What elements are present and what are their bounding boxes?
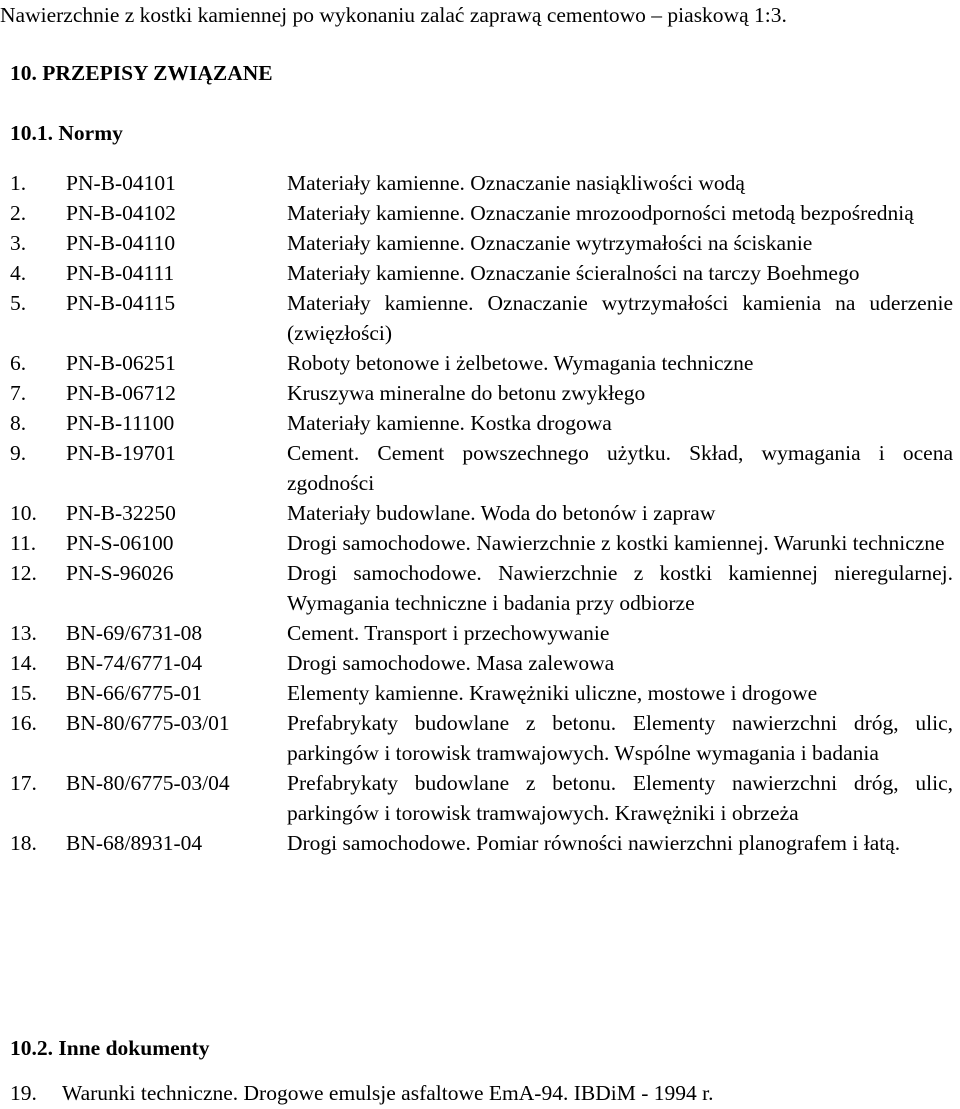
norm-code: BN-80/6775-03/01 xyxy=(66,711,230,735)
norm-number: 3. xyxy=(10,231,27,255)
norm-code: PN-B-04101 xyxy=(66,171,176,195)
norm-code: PN-B-19701 xyxy=(66,441,176,465)
norm-number: 13. xyxy=(10,621,37,645)
norm-number: 11. xyxy=(10,531,37,555)
norm-item xyxy=(0,708,960,768)
norm-code: BN-68/8931-04 xyxy=(66,831,203,855)
norm-item xyxy=(0,828,960,858)
norm-item xyxy=(0,348,960,378)
norm-number: 15. xyxy=(10,681,37,705)
norm-number: 6. xyxy=(10,351,27,375)
norm-code: PN-B-32250 xyxy=(66,501,176,525)
norm-title: Materiały kamienne. Oznaczanie mrozoodporności metodą bezpośrednią xyxy=(287,201,914,225)
norm-title: Cement. Transport i przechowywanie xyxy=(287,621,610,645)
norm-code: BN-74/6771-04 xyxy=(66,651,203,675)
norm-item xyxy=(0,198,960,228)
norm-item xyxy=(0,288,960,348)
norm-number: 14. xyxy=(10,651,37,675)
norm-code: PN-B-04102 xyxy=(66,201,176,225)
norm-title: Prefabrykaty budowlane z betonu. Elementy nawierzchni dróg, ulic, parkingów i torowisk tramwajowych. Krawężniki i obrzeża xyxy=(287,771,953,825)
norms-subheading: 10.1. Normy xyxy=(10,121,123,145)
norm-item xyxy=(0,648,960,678)
norm-code: BN-80/6775-03/04 xyxy=(66,771,230,795)
norm-title: Materiały kamienne. Oznaczanie wytrzymałości kamienia na uderzenie (zwięzłości) xyxy=(287,291,953,345)
norm-number: 12. xyxy=(10,561,37,585)
norm-number: 8. xyxy=(10,411,27,435)
norm-code: PN-B-06712 xyxy=(66,381,176,405)
norm-item xyxy=(0,168,960,198)
norm-number: 1. xyxy=(10,171,27,195)
norm-number: 5. xyxy=(10,291,27,315)
norm-title: Roboty betonowe i żelbetowe. Wymagania techniczne xyxy=(287,351,754,375)
norm-code: BN-66/6775-01 xyxy=(66,681,203,705)
norm-code: PN-S-96026 xyxy=(66,561,174,585)
norm-title: Materiały kamienne. Kostka drogowa xyxy=(287,411,612,435)
norm-item xyxy=(0,618,960,648)
norm-number: 2. xyxy=(10,201,27,225)
norms-list xyxy=(0,168,960,858)
intro-paragraph: Nawierzchnie z kostki kamiennej po wykonaniu zalać zaprawą cementowo – piaskową 1:3. xyxy=(0,3,787,27)
norm-title: Drogi samochodowe. Nawierzchnie z kostki kamiennej nieregularnej. Wymagania techniczne i badania przy odbiorze xyxy=(287,561,953,615)
norm-title: Materiały kamienne. Oznaczanie ścieralności na tarczy Boehmego xyxy=(287,261,860,285)
norm-item xyxy=(0,378,960,408)
norm-item xyxy=(0,528,960,558)
norm-title: Drogi samochodowe. Pomiar równości nawierzchni planografem i łatą. xyxy=(287,831,901,855)
norm-number: 16. xyxy=(10,711,37,735)
norm-number: 17. xyxy=(10,771,37,795)
other-docs-subheading: 10.2. Inne dokumenty xyxy=(10,1036,210,1060)
norm-title: Cement. Cement powszechnego użytku. Skład, wymagania i ocena zgodności xyxy=(287,441,953,495)
norm-code: PN-B-11100 xyxy=(66,411,175,435)
norm-item xyxy=(0,438,960,498)
norm-title: Elementy kamienne. Krawężniki uliczne, mostowe i drogowe xyxy=(287,681,818,705)
norm-code: PN-B-06251 xyxy=(66,351,176,375)
norm-code: PN-B-04110 xyxy=(66,231,176,255)
norm-title: Materiały kamienne. Oznaczanie nasiąkliwości wodą xyxy=(287,171,745,195)
document-number: 19. xyxy=(10,1081,37,1105)
norm-title: Drogi samochodowe. Nawierzchnie z kostki kamiennej. Warunki techniczne xyxy=(287,531,945,555)
norm-number: 7. xyxy=(10,381,27,405)
norm-title: Drogi samochodowe. Masa zalewowa xyxy=(287,651,615,675)
norm-code: PN-B-04115 xyxy=(66,291,176,315)
norm-code: PN-S-06100 xyxy=(66,531,174,555)
document-title: Warunki techniczne. Drogowe emulsje asfaltowe EmA-94. IBDiM - 1994 r. xyxy=(62,1081,714,1105)
norm-item xyxy=(0,258,960,288)
norm-code: BN-69/6731-08 xyxy=(66,621,203,645)
norm-number: 9. xyxy=(10,441,27,465)
norm-title: Kruszywa mineralne do betonu zwykłego xyxy=(287,381,646,405)
norm-item xyxy=(0,498,960,528)
norm-title: Prefabrykaty budowlane z betonu. Elementy nawierzchni dróg, ulic, parkingów i torowisk tramwajowych. Wspólne wymagania i badania xyxy=(287,711,953,765)
norm-title: Materiały budowlane. Woda do betonów i zapraw xyxy=(287,501,716,525)
norm-item xyxy=(0,768,960,828)
norm-number: 4. xyxy=(10,261,27,285)
norm-item xyxy=(0,558,960,618)
norm-item xyxy=(0,678,960,708)
norm-item xyxy=(0,228,960,258)
norm-number: 18. xyxy=(10,831,37,855)
norm-number: 10. xyxy=(10,501,37,525)
norm-item xyxy=(0,408,960,438)
norm-title: Materiały kamienne. Oznaczanie wytrzymałości na ściskanie xyxy=(287,231,813,255)
norm-code: PN-B-04111 xyxy=(66,261,175,285)
section-heading: 10. PRZEPISY ZWIĄZANE xyxy=(10,61,273,85)
